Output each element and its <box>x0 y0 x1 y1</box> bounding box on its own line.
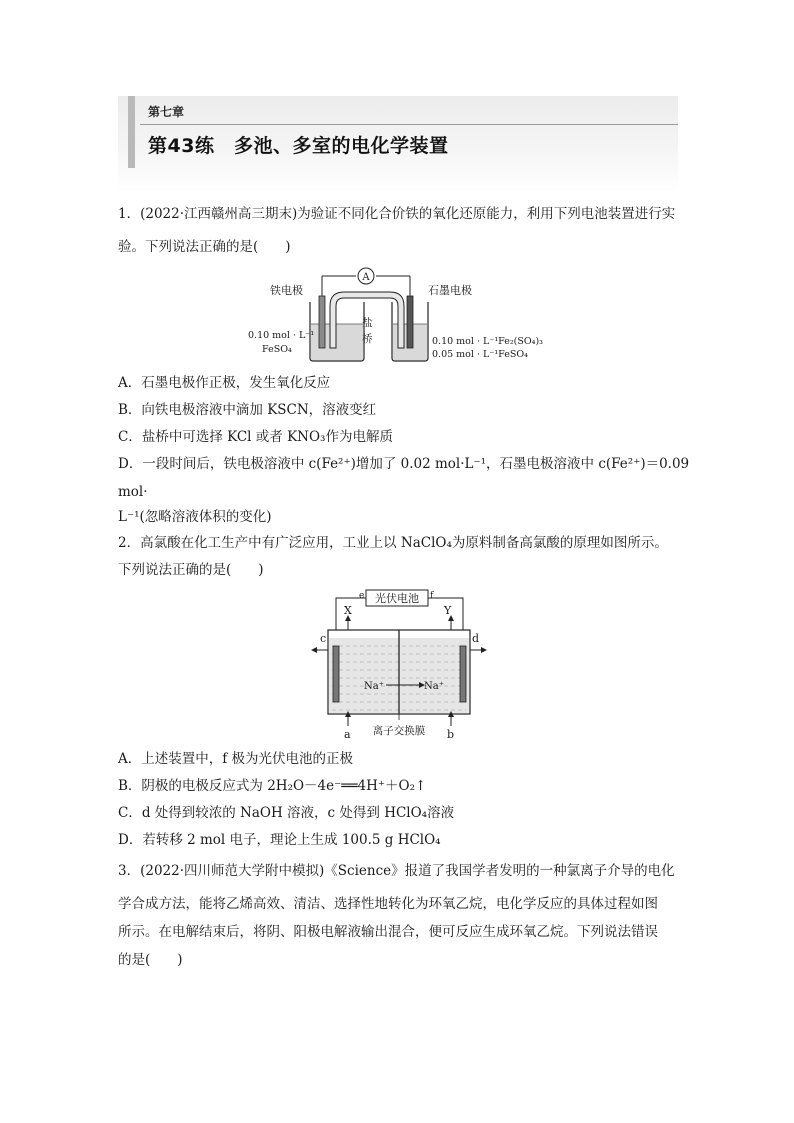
q2-electrolysis-cell-figure <box>306 586 496 742</box>
header-accent-bar <box>128 96 135 168</box>
right-solution-line-2: 0.05 mol · L⁻¹FeSO₄ <box>432 349 528 360</box>
q2-stem-line-2: 下列说法正确的是( ) <box>118 562 264 578</box>
sodium-ion-left: Na⁺ <box>364 681 384 692</box>
photovoltaic-cell-label: 光伏电池 <box>375 592 419 605</box>
q2-option-a: A．上述装置中，f 极为光伏电池的正极 <box>118 751 354 767</box>
left-electrode-label: 铁电极 <box>270 284 303 297</box>
graphite-electrode <box>407 296 413 348</box>
q2-stem-line-1: 2．高氯酸在化工生产中有广泛应用，工业上以 NaClO₄为原料制备高氯酸的原理如图所示。 <box>118 535 668 551</box>
left-electrode <box>333 646 339 702</box>
iron-electrode <box>319 296 325 348</box>
q2-option-d: D．若转移 2 mol 电子，理论上生成 100.5 g HClO₄ <box>118 832 441 848</box>
terminal-f-label: f <box>430 591 434 601</box>
outlet-c-label: c <box>320 632 327 645</box>
ammeter-label: A <box>362 272 370 283</box>
membrane-label: 离子交换膜 <box>372 725 426 737</box>
q3-stem-line-1: 3．(2022·四川师范大学附中模拟)《Science》报道了我国学者发明的一种氯离子介导的电化 <box>118 863 675 879</box>
q1-option-c: C．盐桥中可选择 KCl 或者 KNO₃作为电解质 <box>118 429 393 445</box>
left-solution-formula: FeSO₄ <box>262 344 292 355</box>
chapter-label: 第七章 <box>148 105 185 119</box>
header-divider <box>140 124 678 125</box>
salt-bridge-label-2: 桥 <box>362 333 373 345</box>
page-title: 第43练 多池、多室的电化学装置 <box>148 135 449 157</box>
q1-galvanic-cell-figure <box>240 264 560 364</box>
salt-bridge-label-1: 盐 <box>362 317 373 329</box>
q3-stem-line-2: 学合成方法，能将乙烯高效、清洁、选择性地转化为环氧乙烷，电化学反应的具体过程如图 <box>118 896 658 912</box>
q1-option-d-line-2: mol· <box>118 484 148 500</box>
left-solution-conc: 0.10 mol · L⁻¹ <box>248 330 315 341</box>
q1-option-a: A．石墨电极作正极，发生氧化反应 <box>118 375 331 391</box>
outlet-y-label: Y <box>444 604 452 617</box>
q2-option-b: B．阴极的电极反应式为 2H₂O－4e⁻══4H⁺＋O₂↑ <box>118 778 427 794</box>
outlet-x-label: X <box>344 604 352 617</box>
q3-stem-line-3: 所示。在电解结束后，将阴、阳极电解液输出混合，便可反应生成环氧乙烷。下列说法错误 <box>118 924 658 940</box>
sodium-ion-right: Na⁺ <box>424 681 444 692</box>
right-electrode-label: 石墨电极 <box>428 284 472 297</box>
inlet-a-label: a <box>344 728 351 741</box>
q3-stem-line-4: 的是( ) <box>118 952 183 968</box>
right-solution-line-1: 0.10 mol · L⁻¹Fe₂(SO₄)₃ <box>432 336 543 347</box>
q1-stem-line-2: 验。下列说法正确的是( ) <box>118 239 291 255</box>
q1-stem-line-1: 1．(2022·江西赣州高三期末)为验证不同化合价铁的氧化还原能力，利用下列电池装置进行实 <box>118 206 676 222</box>
outlet-d-label: d <box>472 632 480 645</box>
q1-option-d: D．一段时间后，铁电极溶液中 c(Fe²⁺)增加了 0.02 mol·L⁻¹，石墨电极溶液中 c(Fe²⁺)＝0.09 <box>118 456 690 472</box>
inlet-b-label: b <box>447 728 455 741</box>
q2-option-c: C．d 处得到较浓的 NaOH 溶液，c 处得到 HClO₄溶液 <box>118 805 455 821</box>
q1-option-b: B．向铁电极溶液中滴加 KSCN，溶液变红 <box>118 402 377 418</box>
q1-option-d-line-3: L⁻¹(忽略溶液体积的变化) <box>118 509 272 525</box>
terminal-e-label: e <box>359 591 365 601</box>
right-electrode <box>460 646 466 702</box>
